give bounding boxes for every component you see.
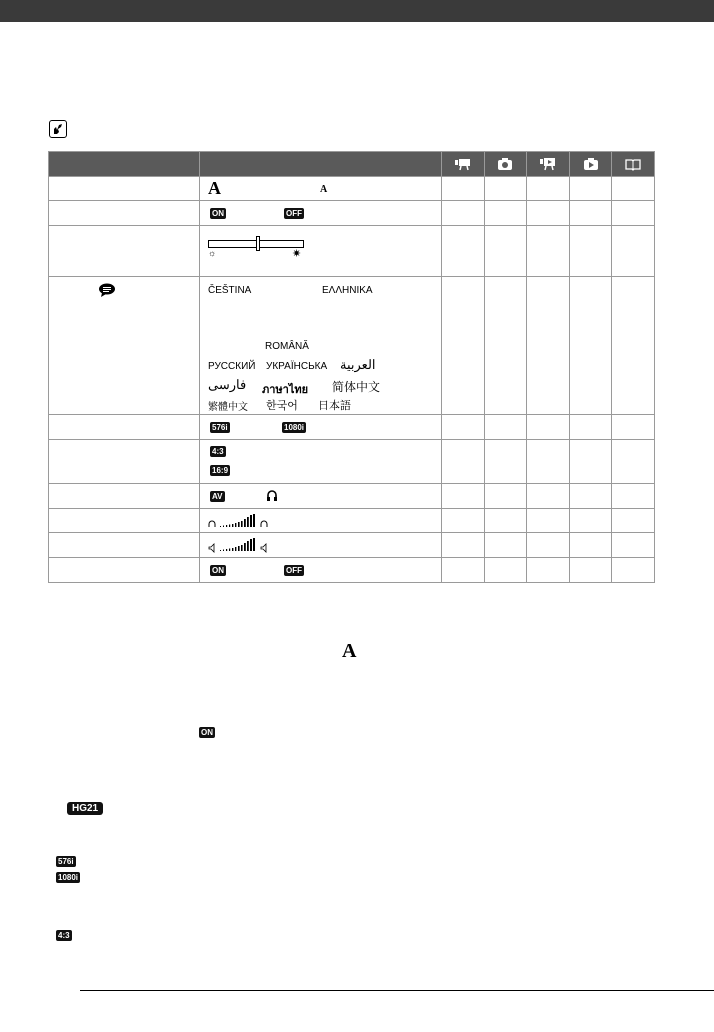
- language-option: ROMÂNĂ: [265, 341, 309, 352]
- header-cell-mode: [612, 152, 655, 177]
- header-cell-mode: [527, 152, 570, 177]
- bright-sun-icon: ✷: [292, 248, 302, 260]
- speech-bubble-icon: [98, 283, 116, 297]
- aspect-4-3-badge: 4:3: [212, 447, 224, 456]
- movie-record-icon: [454, 157, 472, 171]
- model-badge: HG21: [67, 802, 103, 815]
- book-icon: [624, 157, 642, 171]
- language-option: ภาษาไทย: [262, 384, 309, 396]
- language-option: УКРАЇНСЬКА: [266, 361, 328, 372]
- language-option: 한국어: [266, 400, 298, 412]
- language-option: 简体中文: [332, 380, 381, 394]
- av-badge: AV: [212, 492, 223, 501]
- language-option: فارسی: [208, 377, 247, 392]
- language-option: العربية: [340, 357, 376, 372]
- table-row: [49, 226, 655, 277]
- language-option: ČEŠTINA: [208, 285, 252, 296]
- on-badge: ON: [212, 566, 224, 575]
- aspect-4-3-badge: 4:3: [58, 931, 70, 940]
- settings-table: [48, 151, 655, 583]
- header-bar: [0, 0, 714, 22]
- on-badge: ON: [201, 728, 213, 737]
- header-cell-mode: [484, 152, 527, 177]
- header-cell-mode: [442, 152, 485, 177]
- off-badge: OFF: [286, 566, 302, 575]
- header-cell-options: [200, 152, 442, 177]
- table-row: [49, 509, 655, 533]
- photo-playback-icon: [582, 157, 600, 171]
- header-cell-mode: [569, 152, 612, 177]
- off-badge: OFF: [286, 209, 302, 218]
- footer-rule: [80, 990, 714, 991]
- 576i-badge: 576i: [58, 857, 74, 866]
- table-row: [49, 533, 655, 558]
- brightness-slider-knob: [256, 236, 260, 251]
- 576i-badge: 576i: [212, 423, 228, 432]
- table-row: [49, 415, 655, 440]
- camera-icon: [496, 157, 514, 171]
- on-badge: ON: [212, 209, 224, 218]
- headphones-icon: [266, 489, 278, 502]
- wrench-hand-icon: [49, 120, 67, 138]
- language-option: 繁體中文: [208, 402, 248, 413]
- table-header: [49, 152, 655, 177]
- language-option: РУССКИЙ: [208, 361, 256, 372]
- header-cell-item: [49, 152, 200, 177]
- 1080i-badge: 1080i: [58, 873, 79, 882]
- table-row: [49, 558, 655, 583]
- large-text-option: A: [208, 178, 221, 198]
- table-row: [49, 201, 655, 226]
- aspect-16-9-badge: 16:9: [212, 466, 229, 475]
- 1080i-badge: 1080i: [284, 423, 305, 432]
- headphone-volume-icon: [208, 513, 278, 529]
- speaker-volume-icon: [208, 537, 278, 553]
- table-row: [49, 277, 655, 415]
- table-row: [49, 440, 655, 484]
- language-option: ΕΛΛΗΝΙΚΑ: [322, 285, 373, 296]
- large-text-symbol: A: [342, 640, 357, 662]
- dim-sun-icon: ☼: [208, 248, 217, 258]
- small-text-option: A: [320, 184, 328, 195]
- table-row: [49, 177, 655, 201]
- table-row: [49, 484, 655, 509]
- movie-playback-icon: [539, 157, 557, 171]
- language-option: 日本語: [318, 400, 351, 412]
